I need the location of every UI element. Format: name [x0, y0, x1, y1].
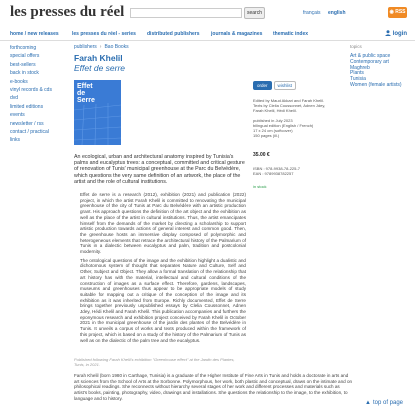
- topic-link[interactable]: Tunisia: [350, 76, 366, 83]
- topics-title: topics: [350, 44, 362, 49]
- rss-icon: ◉: [389, 9, 394, 15]
- login-link[interactable]: [385, 30, 407, 38]
- tab-wishlist[interactable]: wishlist: [274, 81, 297, 90]
- left-sidebar: [10, 44, 65, 145]
- book-description: An ecological, urban and architectural anatomy inspired by Tunisia's palms and eucalyptus trees: a conceptual, committed and critical gesture of renovation of Tunis' municipal greenhouse at the Parc du Belvédère, which questions the very same definition of an artwork, the place of the artist and the role of cultural institutions.: [74, 154, 245, 185]
- nav-distributed[interactable]: distributed publishers: [147, 31, 200, 37]
- topic-link[interactable]: Contemporary art: [350, 58, 389, 65]
- nav-journals[interactable]: journals & magazines: [211, 31, 263, 37]
- meta-line: published in July 2023: [253, 118, 293, 123]
- sidebar-item-best-sellers[interactable]: best-sellers: [10, 61, 36, 68]
- search-button[interactable]: search: [244, 7, 265, 19]
- ean: EAN : 9789938782257: [253, 171, 294, 176]
- book-price: 35.00 €: [253, 152, 270, 158]
- sidebar-item-newsletter[interactable]: newsletter / rss: [10, 120, 44, 127]
- breadcrumb-publisher[interactable]: Bao Books: [104, 44, 129, 50]
- book-author[interactable]: Farah Khelil: [74, 53, 123, 63]
- meta-line: Edited by Maud Akkari and Farah Khelil.: [253, 98, 325, 103]
- stock-status: in stock: [253, 184, 267, 189]
- nav-series[interactable]: les presses du réel - series: [72, 31, 136, 37]
- topic-link[interactable]: Art & public space: [350, 53, 391, 59]
- sidebar-item-contact[interactable]: contact / practical: [10, 129, 49, 136]
- arrow-up-icon: ▲: [365, 400, 371, 406]
- exhibition-caption: Published following Farah Khelil's exhibition "Greenhouse effect" at the Jardin des Plantes, Tunis, in 2021.: [74, 357, 235, 367]
- meta-line: 150 pages (ill.): [253, 133, 280, 138]
- topic-link[interactable]: Women (female artists): [350, 81, 402, 88]
- search-input[interactable]: [130, 8, 242, 18]
- topics-panel: [350, 44, 412, 89]
- nav-home[interactable]: home / new releases: [10, 31, 59, 37]
- top-of-page-link[interactable]: [363, 399, 405, 407]
- book-identifiers: [253, 166, 300, 176]
- sidebar-item-vinyl[interactable]: vinyl records & cds: [10, 87, 52, 94]
- body-paragraph: Effet de serre is a research (2012), exhibition (2021) and publication (2022) project, in which the artist Farah Khelil is committed to renovating the municipal greenhouse of the city of Tunis at Parc du Belvédère with an artistic production grant. His approach questions the definition of the art object and the exhibition as well as the place of the artist in cultural institutions. Thus, the artist emancipates himself from the demands of the market by directing a scholarship to support artistic production towards actions of general interest and common good. Then, the greenhouse hosts an immersive display composed of polymorphic and heterogeneous elements that retrace the architectural history of the Palmarium of Tunis in a dialectic between eucalyptus and palm, tradition and postcolonial modernity.: [80, 192, 246, 255]
- author-bio: Farah Khelil (born 1980 in Carthage, Tunisia) is a graduate of the Higher Institute of Fine Arts in Tunis and holds a doctorate in arts and art sciences from the School of Arts at the Sorbonne. Polymorphous, her work, both plastic and conceptual, draws on the intimate and on philosophical readings. She reconnects without hierarchy several stages of her work and different processes and materials such as artist's books, painting, photography, video, drawings and installations. She questions the relationship to the image, to the exhibition, to language and to history.: [74, 373, 353, 401]
- sidebar-item-limited-editions[interactable]: limited editions: [10, 103, 44, 110]
- body-paragraph: The ontological questions of the image and the exhibition highlight a dualistic and dichotomous system of thought that separates Nature and Culture, Self and Other, Subject and Object. They allow a formal translation of the relationship that art history has with the material, intellectual and cultural conditions of the construction of images as a surface effect. Therefore, gardens, landscapes, museums and greenhouses thus appear to be appropriate models of study suitable for mapping out a critique of the conception of the image and its exhibition as it was inherited from Europe. Richly documented, Effet de Serre brings together previously unpublished essays by Clelia Coussonnet, Adnen Jdey, Hédi Khelil and Farah Khelil. This publication accompanies and furthers the eponymous research and exhibition project conceived by Farah Khelil in October 2021 in the municipal greenhouse of the jardin des plantes of the Belvédère in Tunis. It unveils a corpus of works and texts produced within the framework of this project, which is based on a study of the history of the Palmarium of Tunis as well as on the dialectic of the palm tree and the eucalyptus.: [80, 257, 246, 343]
- sidebar-item-dvd[interactable]: dvd: [10, 95, 19, 102]
- sidebar-item-back-in-stock[interactable]: back in stock: [10, 70, 39, 77]
- cover-title: Effet de Serre: [77, 83, 95, 104]
- breadcrumb-publishers[interactable]: publishers: [74, 44, 97, 50]
- lang-english-link[interactable]: english: [328, 10, 346, 16]
- main-nav: [0, 29, 415, 41]
- sidebar-item-links[interactable]: links: [10, 137, 21, 144]
- rss-label: RSS: [395, 9, 406, 15]
- sidebar-item-forthcoming[interactable]: forthcoming: [10, 45, 37, 51]
- meta-line: 17 x 24 cm (softcover): [253, 128, 293, 133]
- nav-thematic[interactable]: thematic index: [273, 31, 309, 37]
- topic-link[interactable]: Plants: [350, 70, 364, 77]
- tab-order[interactable]: order: [253, 81, 272, 90]
- book-title: Effet de serre: [74, 63, 126, 73]
- isbn: ISBN : 978-9938-78-225-7: [253, 166, 300, 171]
- site-logo[interactable]: les presses du réel: [10, 4, 125, 20]
- book-cover-image[interactable]: [74, 80, 121, 145]
- book-body-text: [80, 192, 246, 343]
- meta-line: bilingual edition (English / French): [253, 123, 314, 128]
- meta-line: Farah Khelil, Hédi Khelil.: [253, 108, 297, 113]
- breadcrumb: [74, 44, 129, 50]
- rss-button[interactable]: [388, 7, 407, 18]
- book-metadata: [253, 98, 347, 138]
- sidebar-item-special-offers[interactable]: special offers: [10, 53, 40, 60]
- meta-line: Texts by Clelia Coussonnet, Adnen Jdey,: [253, 103, 326, 108]
- login-label: login: [392, 31, 407, 37]
- top-of-page-label: top of page: [372, 400, 403, 406]
- breadcrumb-separator-icon: ›: [99, 44, 102, 50]
- sidebar-item-e-books[interactable]: e-books: [10, 78, 28, 85]
- top-bar: [0, 0, 415, 24]
- sidebar-item-events[interactable]: events: [10, 112, 25, 119]
- topic-link[interactable]: Maghreb: [350, 64, 370, 71]
- user-icon: [385, 30, 391, 38]
- lang-french-link[interactable]: français: [303, 10, 321, 16]
- purchase-tabs: [253, 81, 296, 90]
